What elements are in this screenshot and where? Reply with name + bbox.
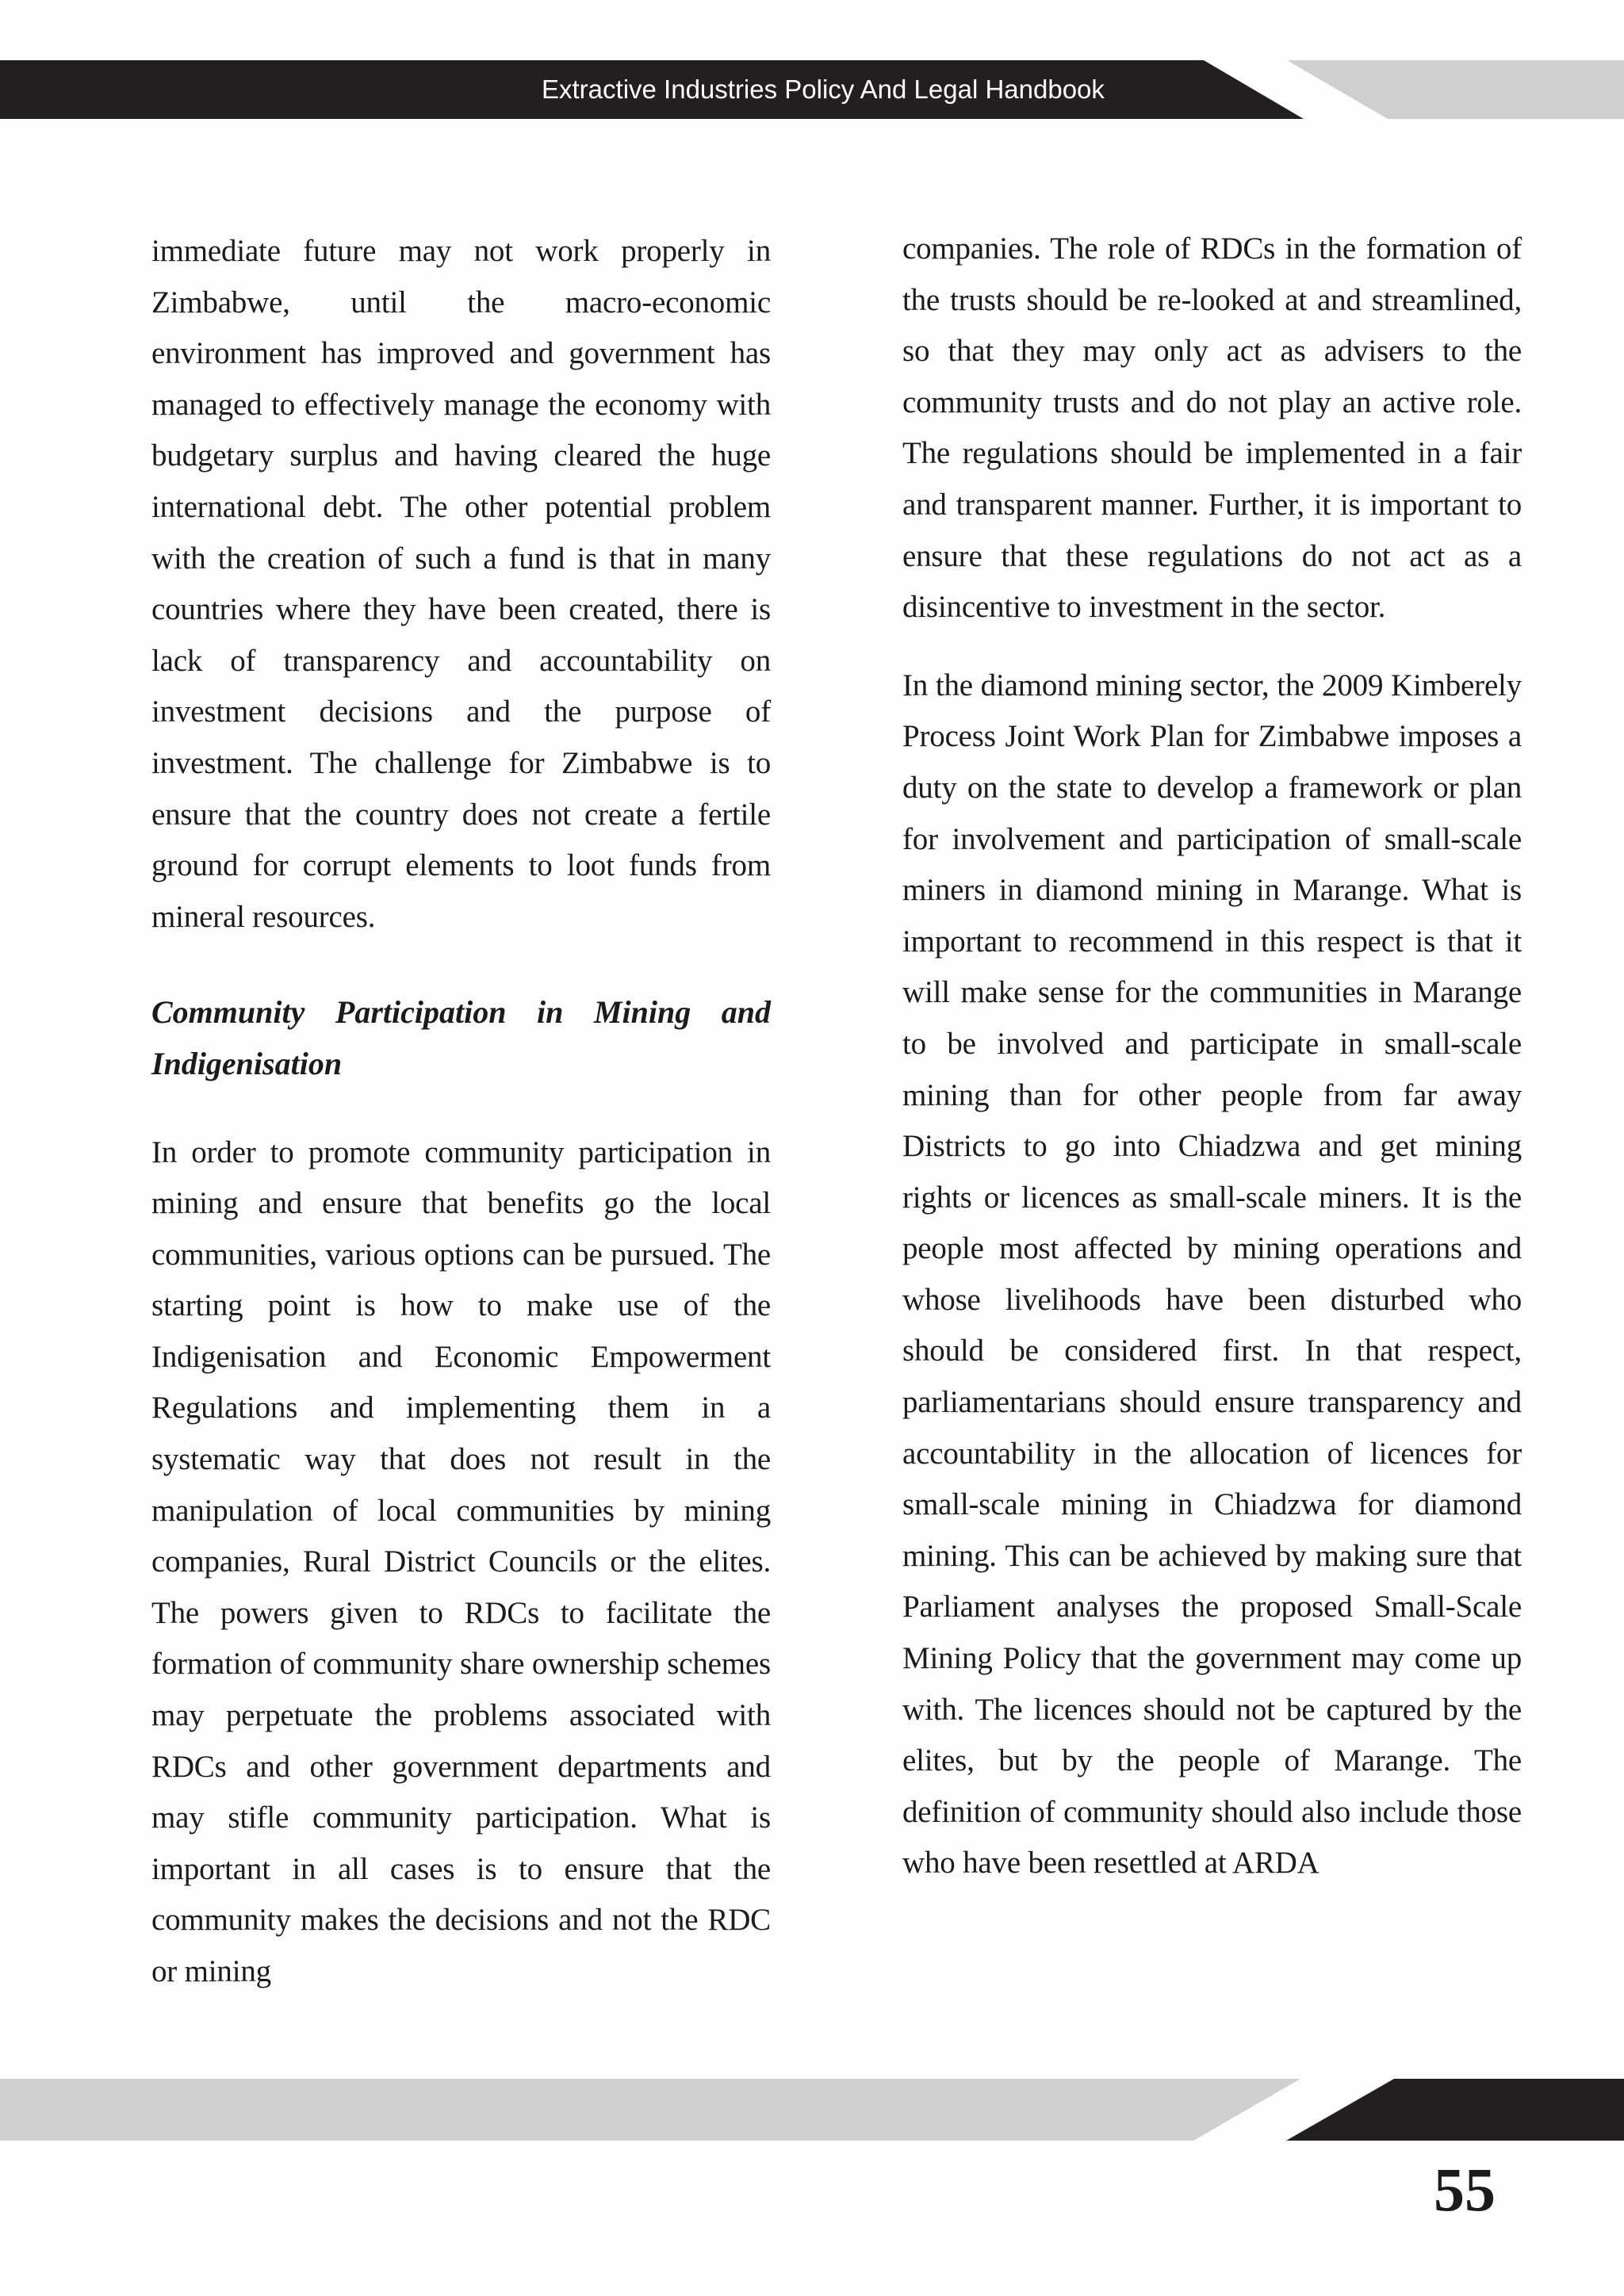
left-column [151,226,771,1998]
running-header-title: Extractive Industries Policy And Legal Handbook [542,75,1105,104]
paragraph-spacer [151,943,771,987]
footer-band [0,2079,1624,2141]
left-paragraph-2: In order to promote community participation in mining and ensure that benefits go the local communities, various options can be pursued. The starting point is how to make use of the Indigenisation and Economic Empowerment Regulations and implementing them in a systematic way that does not result in the manipulation of local communities by mining companies, Rural District Councils or the elites. The powers given to RDCs to facilitate the formation of community share ownership schemes may perpetuate the problems associated with RDCs and other government departments and may stifle community participation. What is important in all cases is to ensure that the community makes the decisions and not the RDC or mining [151,1135,771,1988]
paragraph-spacer [902,633,1522,660]
left-paragraph-1: immediate future may not work properly in Zimbabwe, until the macro-economic environment has improved and government has managed to effectively manage the economy with budgetary surplus and having cleared the huge international debt. The other potential problem with the creation of such a fund is that in many countries where they have been created, there is lack of transparency and accountability on investment decisions and the purpose of investment. The challenge for Zimbabwe is to ensure that the country does not create a fertile ground for corrupt elements to loot funds from mineral resources. [151,234,771,934]
footer-band-graphic [0,2079,1624,2141]
paragraph-spacer [151,1090,771,1127]
right-paragraph-2: In the diamond mining sector, the 2009 Kimberely Process Joint Work Plan for Zimbabwe imposes a duty on the state to develop a framework or plan for involvement and participation of small-scale miners in diamond mining in Marange. What is important to recommend in this respect is that it will make sense for the communities in Marange to be involved and participate in small-scale mining than for other people from far away Districts to go into Chiadzwa and get mining rights or licences as small-scale miners. It is the people most affected by mining operations and whose livelihoods have been disturbed who should be considered first. In that respect, parliamentarians should ensure transparency and accountability in the allocation of licences for small-scale mining in Chiadzwa for diamond mining. This can be achieved by making sure that Parliament analyses the proposed Small-Scale Mining Policy that the government may come up with. The licences should not be captured by the elites, but by the people of Marange. The definition of community should also include those who have been resettled at ARDA [902,668,1522,1881]
section-heading: Community Participation in Mining and Indigenisation [151,994,771,1081]
right-paragraph-1: companies. The role of RDCs in the formation of the trusts should be re-looked at and streamlined, so that they may only act as advisers to the community trusts and do not play an active role. The regulations should be implemented in a fair and transparent manner. Further, it is important to ensure that these regulations do not act as a disincentive to investment in the sector. [902,232,1522,625]
right-column [902,224,1522,1889]
page-number: 55 [1434,2155,1496,2224]
